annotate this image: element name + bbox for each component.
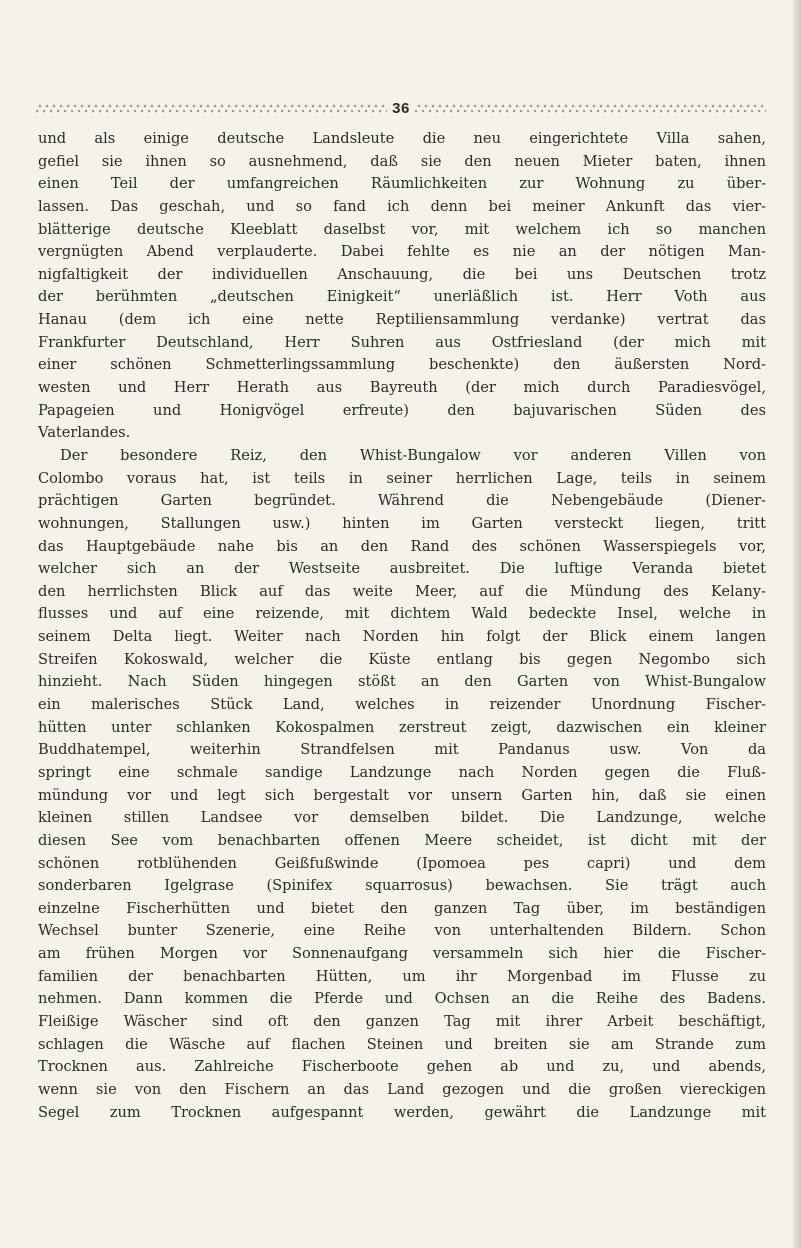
text-line: den herrlichsten Blick auf das weite Meer, auf die Mündung des Kelany- bbox=[38, 582, 766, 600]
paragraph bbox=[38, 128, 766, 445]
text-line: hütten unter schlanken Kokospalmen zerstreut zeigt, dazwischen ein kleiner bbox=[38, 718, 766, 736]
page-edge bbox=[793, 0, 801, 1248]
text-line: welcher sich an der Westseite ausbreitet. Die luftige Veranda bietet bbox=[38, 560, 766, 578]
text-line: Hanau (dem ich eine nette Reptiliensammlung verdanke) vertrat das bbox=[38, 311, 766, 329]
text-line: und als einige deutsche Landsleute die neu eingerichtete Villa sahen, bbox=[38, 130, 766, 147]
text-line: flusses und auf eine reizende, mit dichtem Wald bedeckte Insel, welche in bbox=[38, 605, 766, 623]
text-line: vergnügten Abend verplauderte. Dabei fehlte es nie an der nötigen Man- bbox=[38, 243, 766, 261]
text-line: Frankfurter Deutschland, Herr Suhren aus Ostfriesland (der mich mit bbox=[38, 333, 766, 351]
body-text bbox=[38, 128, 766, 1238]
header-ornament-left bbox=[36, 103, 387, 113]
text-line: westen und Herr Herath aus Bayreuth (der mich durch Paradiesvögel, bbox=[38, 379, 766, 397]
text-line: gefiel sie ihnen so ausnehmend, daß sie den neuen Mieter baten, ihnen bbox=[38, 152, 766, 170]
text-line: Streifen Kokoswald, welcher die Küste entlang bis gegen Negombo sich bbox=[38, 650, 766, 668]
text-line: einzelne Fischerhütten und bietet den ganzen Tag über, im beständigen bbox=[38, 899, 766, 917]
running-header bbox=[36, 98, 766, 118]
text-line: Wechsel bunter Szenerie, eine Reihe von unterhaltenden Bildern. Schon bbox=[38, 922, 766, 940]
text-line: Der besondere Reiz, den Whist-Bungalow vor anderen Villen von bbox=[60, 446, 766, 464]
text-line: der berühmten „deutschen Einigkeit“ unerläßlich ist. Herr Voth aus bbox=[38, 288, 766, 306]
text-line: sonderbaren Igelgrase (Spinifex squarrosus) bewachsen. Sie trägt auch bbox=[38, 877, 766, 895]
text-line: prächtigen Garten begründet. Während die Nebengebäude (Diener- bbox=[38, 492, 766, 510]
text-line: blätterige deutsche Kleeblatt daselbst vor, mit welchem ich so manchen bbox=[38, 220, 766, 238]
page-number: 36 bbox=[392, 99, 410, 117]
text-line: einer schönen Schmetterlingssammlung beschenkte) den äußersten Nord- bbox=[38, 356, 766, 374]
text-line: einen Teil der umfangreichen Räumlichkeiten zur Wohnung zu über- bbox=[38, 175, 766, 193]
text-line: lassen. Das geschah, und so fand ich denn bei meiner Ankunft das vier- bbox=[38, 197, 766, 215]
text-line: schönen rotblühenden Geißfußwinde (Ipomoea pes capri) und dem bbox=[38, 854, 766, 872]
text-line: Fleißige Wäscher sind oft den ganzen Tag mit ihrer Arbeit beschäftigt, bbox=[38, 1012, 766, 1030]
text-line: Papageien und Honigvögel erfreute) den bajuvarischen Süden des bbox=[38, 401, 766, 419]
text-line: nigfaltigkeit der individuellen Anschauung, die bei uns Deutschen trotz bbox=[38, 265, 766, 283]
text-line: Vaterlandes. bbox=[38, 424, 131, 442]
text-line: wohnungen, Stallungen usw.) hinten im Garten versteckt liegen, tritt bbox=[38, 514, 766, 532]
text-line: springt eine schmale sandige Landzunge nach Norden gegen die Fluß- bbox=[38, 763, 766, 781]
text-line: familien der benachbarten Hütten, um ihr Morgenbad im Flusse zu bbox=[38, 967, 766, 985]
text-line: am frühen Morgen vor Sonnenaufgang versammeln sich hier die Fischer- bbox=[38, 945, 766, 963]
text-line: diesen See vom benachbarten offenen Meere scheidet, ist dicht mit der bbox=[38, 831, 766, 849]
text-line: Trocknen aus. Zahlreiche Fischerboote gehen ab und zu, und abends, bbox=[38, 1058, 766, 1076]
text-line: Segel zum Trocknen aufgespannt werden, gewährt die Landzunge mit bbox=[38, 1103, 766, 1121]
paragraph bbox=[38, 445, 766, 1124]
header-ornament-right bbox=[415, 103, 766, 113]
text-line: ein malerisches Stück Land, welches in reizender Unordnung Fischer- bbox=[38, 696, 766, 714]
text-line: wenn sie von den Fischern an das Land gezogen und die großen viereckigen bbox=[38, 1080, 766, 1098]
text-line: Colombo voraus hat, ist teils in seiner herrlichen Lage, teils in seinem bbox=[38, 469, 766, 487]
text-line: das Hauptgebäude nahe bis an den Rand des schönen Wasserspiegels vor, bbox=[38, 537, 766, 555]
text-line: seinem Delta liegt. Weiter nach Norden hin folgt der Blick einem langen bbox=[38, 628, 766, 646]
text-line: nehmen. Dann kommen die Pferde und Ochsen an die Reihe des Badens. bbox=[38, 990, 766, 1008]
text-line: schlagen die Wäsche auf flachen Steinen und breiten sie am Strande zum bbox=[38, 1035, 766, 1053]
text-line: hinzieht. Nach Süden hingegen stößt an den Garten von Whist-Bungalow bbox=[38, 673, 766, 691]
text-line: mündung vor und legt sich bergestalt vor unsern Garten hin, daß sie einen bbox=[38, 786, 766, 804]
text-line: kleinen stillen Landsee vor demselben bildet. Die Landzunge, welche bbox=[38, 809, 766, 827]
text-line: Buddhatempel, weiterhin Strandfelsen mit Pandanus usw. Von da bbox=[38, 741, 766, 759]
